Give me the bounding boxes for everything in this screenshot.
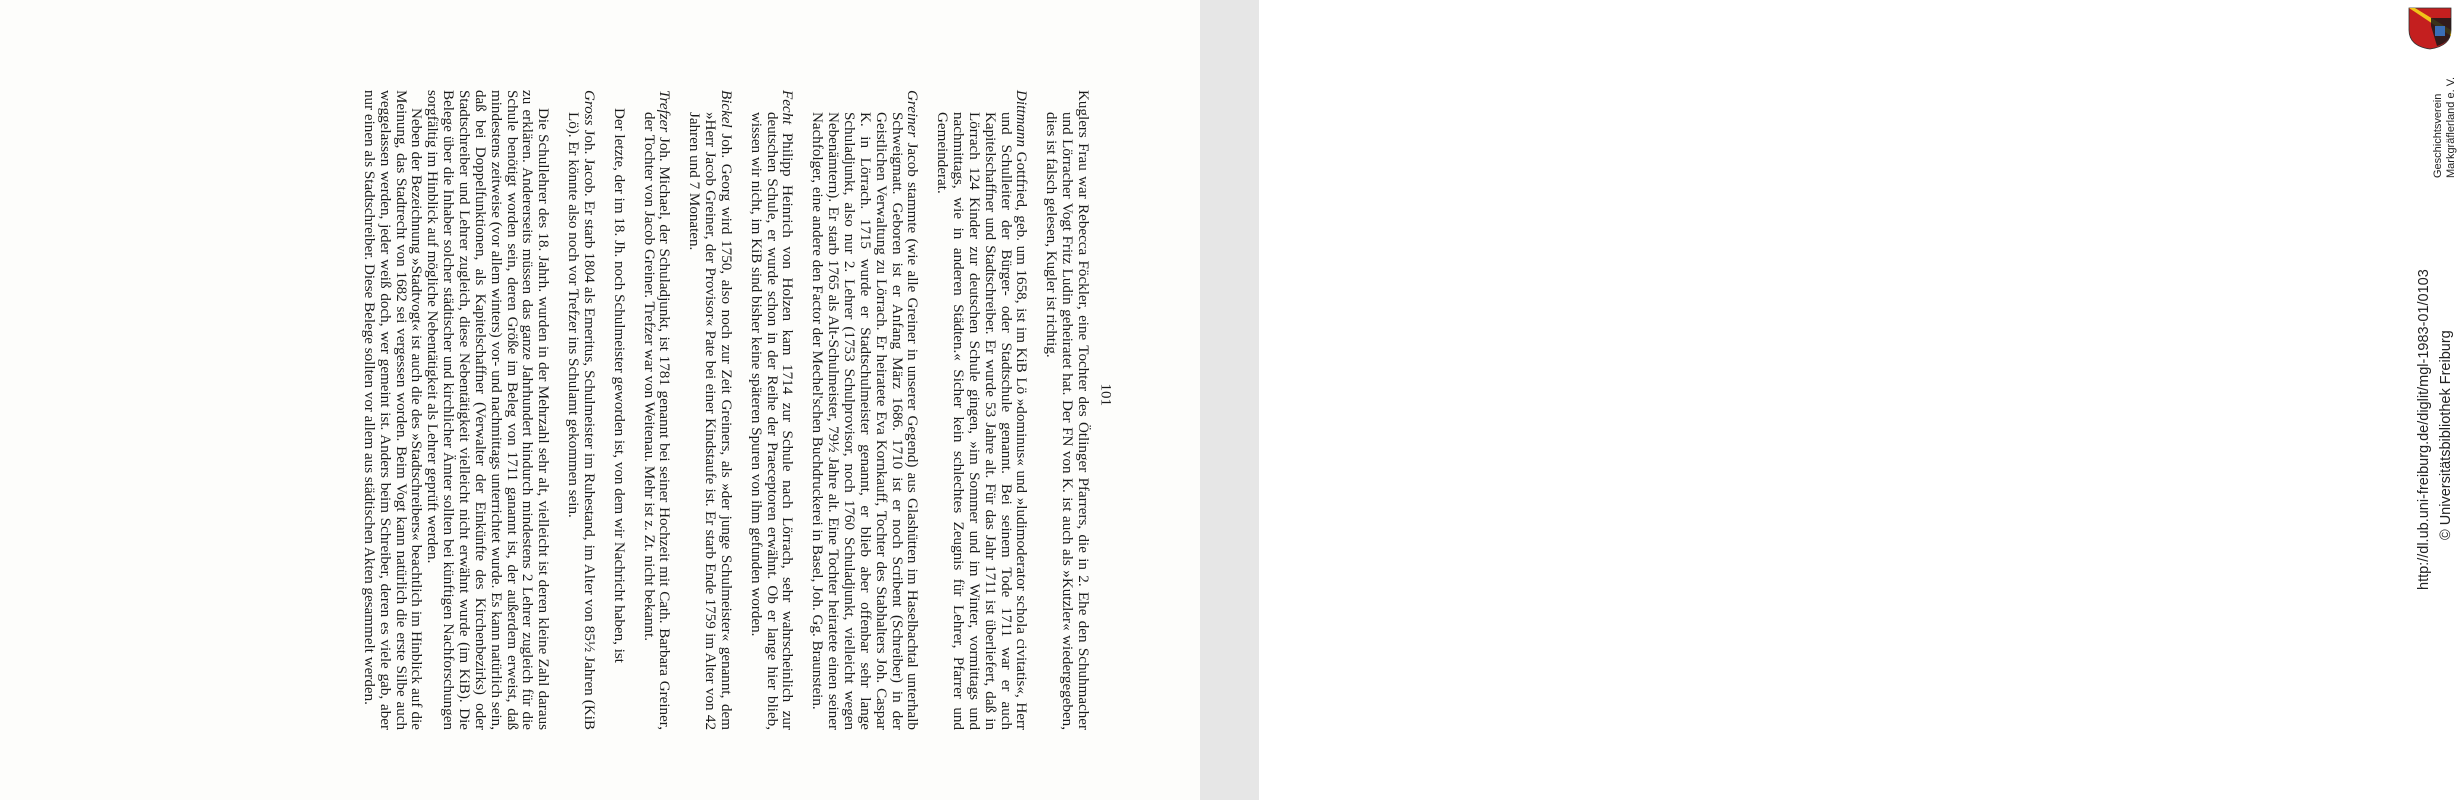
coat-of-arms-icon: [2407, 6, 2453, 50]
entry-greiner: Greiner Jacob stammte (wie alle Greiner in unserer Gegend) aus Glashütten im Haselbachtal unterhalb Schweigmatt. Geboren ist er Anfang März 1686. 1710 ist er noch Scribent (Schreiber) in der Geistlichen Verwaltung zu Lörrach. Er heiratete Eva Kornkauff, Tochter des Stabhalters Joh. Caspar K. in Lörrach. 1715 wurde er Stadtschulmeister genannt, er blieb aber offenbar sehr lange Schuladjunkt, also nur 2. Lehrer (1753 Schulprovisor, noch 1760 Schuladjunkt, vielleicht wegen Nebenämtern). Er starb 1765 als Alt-Schulmeister, 79½ Jahre alt. Eine Tochter heiratete einen seiner Nachfolger, eine andere den Factor der Mechel'schen Buchdruckerei in Basel, Joh. Gg. Braunstein.: [809, 90, 921, 730]
viewer-sidebar: [1200, 0, 2457, 800]
entry-dittmann: Dittmann Gottfried, geb. um 1658, ist im KiB Lö »dominus« und »ludimoderator schola civitatis«, Herr und Schulleiter der Bürger- oder Stadtschule genannt. Bei seinem Tode 1711 war er auch Kapitelschaffner und Stadtschreiber. Er wurde 53 Jahre alt. Für das Jahr 1711 ist überliefert, daß in Lörrach 124 Kinder zur deutschen Schule gingen, »im Sommer und im Winter, vormittags und nachmittags, wie in anderen Städten.« Sicher kein schlechtes Zeugnis für Lehrer, Pfarrer und Gemeinderat.: [934, 90, 1030, 730]
scanned-page: [0, 0, 1200, 800]
entry-gross: Gross Joh. Jacob. Er starb 1804 als Emeritus, Schulmeister im Ruhestand, im Alter von 85½ Jahren (KiB Lö). Er könnte also noch vor Trefzer ins Schulamt gekommen sein.: [565, 90, 597, 730]
entry-bickel: Bickel Joh. Georg wird 1750, also noch zur Zeit Greiners, als »der junge Schulmeister« genannt, dem »Herr Jacob Greiner, der Provisor« Pate bei einer Kindstaufe ist. Er starb Ende 1759 im Alter von 42 Jahren und 7 Monaten.: [686, 90, 734, 730]
society-name-line2: Markgräflerland e. V.: [2445, 76, 2457, 178]
entry-der-letzte: Der letzte, der im 18. Jh. noch Schulmeister geworden ist, von dem wir Nachricht haben, ist: [610, 108, 627, 663]
page-text-block: [80, 90, 1090, 730]
page-number: 101: [1097, 383, 1114, 406]
copyright-text: © Universitätsbibliothek Freiburg: [2438, 330, 2454, 540]
entry-trefzer: Trefzer Joh. Michael, der Schuladjunkt, ist 1781 genannt bei seiner Hochzeit mit Cath. Barbara Greiner, der Tochter von Jacob Greiner. Trefzer war von Weitenau. Mehr ist z. Zt. nicht bekannt.: [640, 90, 673, 730]
paragraph-schullehrer: Die Schullehrer des 18. Jahrh. wurden in der Mehrzahl sehr alt, vielleicht ist deren kleine Zahl daraus zu erklären. Andererseits müssen das ganze Jahrhundert hindurch mindestens 2 Lehrer zugleich für die Schule benötigt worden sein, deren Größe im Beleg von 1711 ganannt ist, der außerdem erweist, daß mindestens zeitweise (vor allem winters) vor- und nachmittags unterrichtet wurde. Es kann natürlich sein, daß bei Doppelfunktionen, als Kapitelschaffner (Verwalter der Einkünfte des Kirchenbezirks) oder Stadtschreiber und Lehrer zugleich, diese Nebentätigkeit vielleicht nicht erwähnt wurde (im KiB). Die Belege über die Inhaber solcher städtischer und kirchlicher Ämter sollten bei künftigen Nachforschungen sorgfältig im Hinblick auf mögliche Nebentätigkeit als Lehrer geprüft werden.: [424, 90, 552, 730]
paragraph-stadtvogt: Neben der Bezeichnung »Stadtvogt« ist auch die des »Stadtschreibers« beachtlich im Hinblick auf die Meinung, das Stadtrecht von 1682 sei vergessen worden. Beim Vogt kann natürlich die erste Silbe auch weggelassen werden, jeder weiß doch, wer gemeint ist. Anders beim Schreiber, deren es viele gab, aber nur einen als Stadtschreiber. Diese Belege sollten vor allem aus städtischen Akten gesammelt werden.: [360, 90, 425, 730]
source-url[interactable]: http://dl.ub.uni-freiburg.de/diglit/mgl-1983-01/0103: [2416, 269, 2432, 590]
society-name-line1: Geschichtsverein: [2432, 93, 2444, 178]
entry-fecht: Fecht Philipp Heinrich von Holzen kam 1714 zur Schule nach Lörrach, sehr wahrscheinlich zur deutschen Schule, er wurde schon in der Reihe der Praeceptoren erwähnt. Ob er lange hier blieb, wissen wir nicht, im KiB sind bisher keine späteren Spuren von ihm gefunden worden.: [747, 90, 796, 730]
entry-kugler: Kuglers Frau war Rebecca Föckler, eine Tochter des Ötlinger Pfarrers, die in 2. Ehe den Schuhmacher und Lörracher Vogt Fritz Ludin geheiratet hat. Der FN von K. ist auch als »Kutzler« wiedergegeben, dies ist falsch gelesen, Kugler ist richtig.: [1043, 90, 1091, 730]
